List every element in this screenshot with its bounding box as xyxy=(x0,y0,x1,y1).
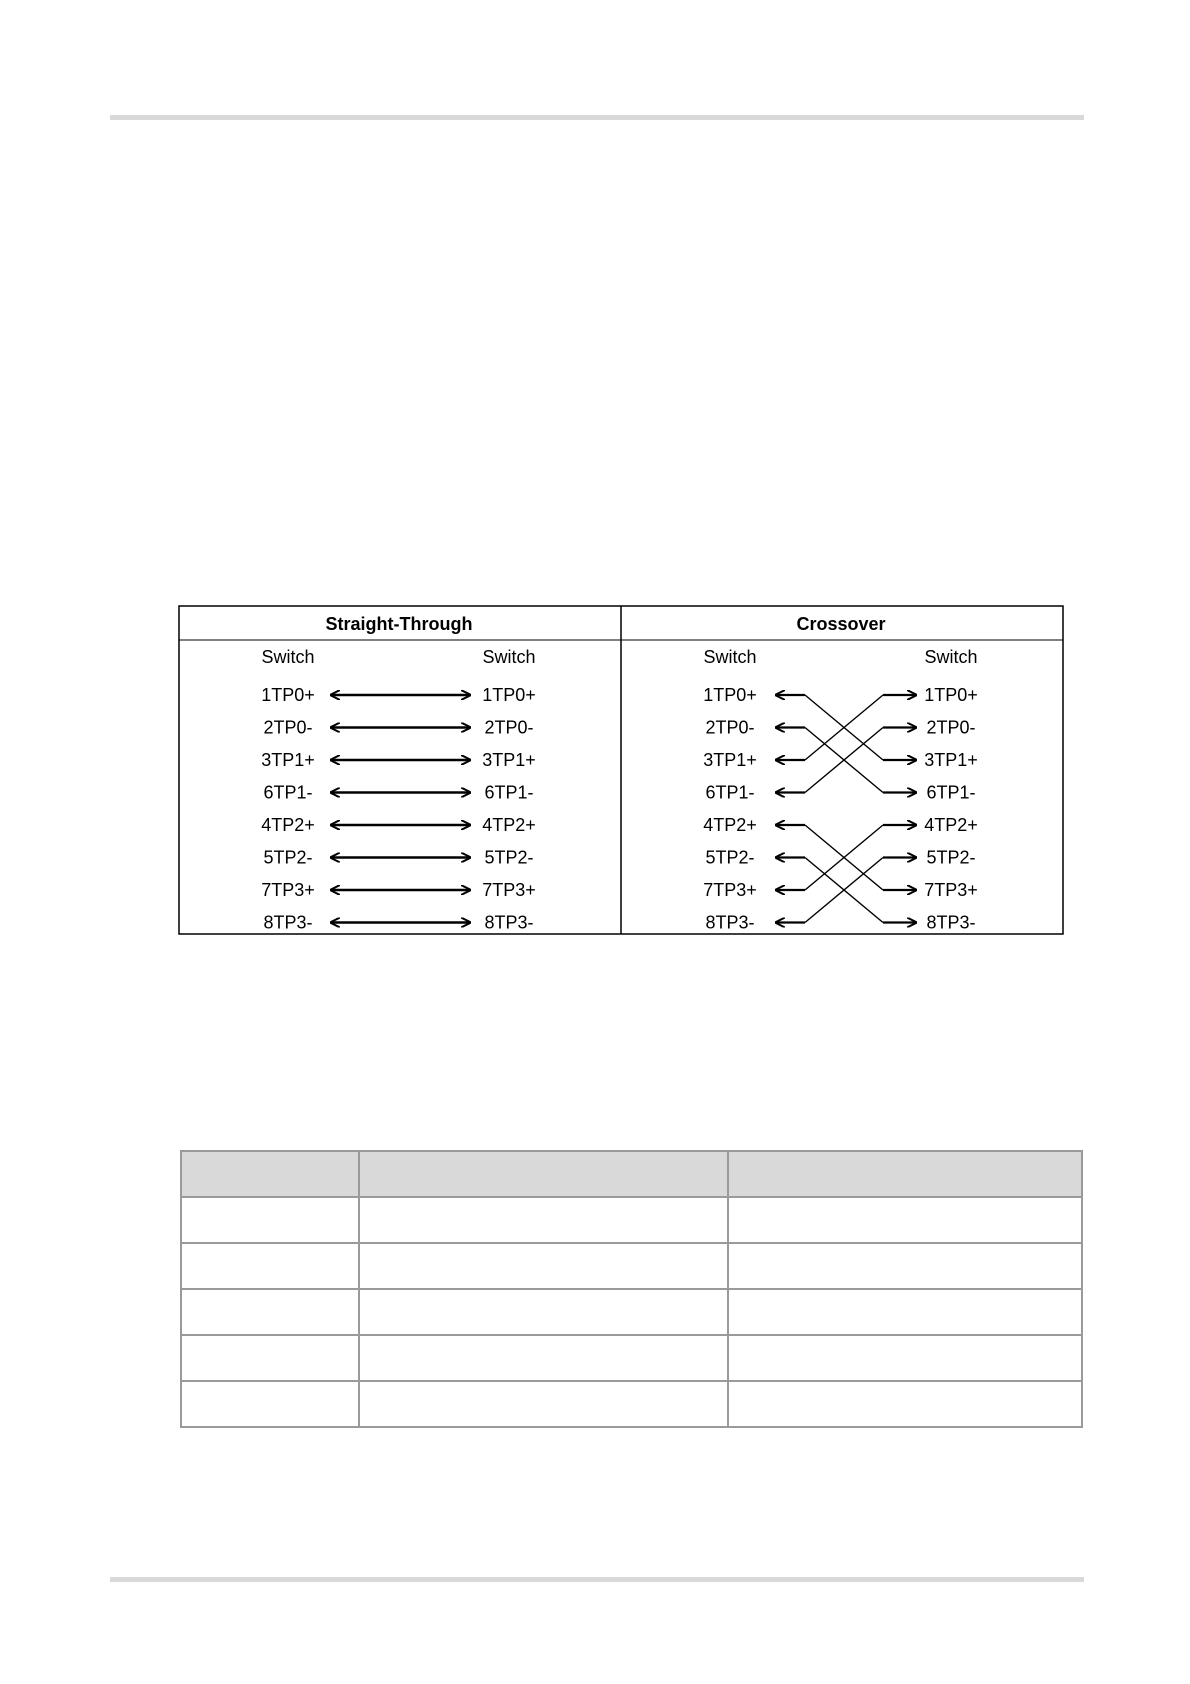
table-cell xyxy=(359,1197,728,1243)
crossover-right-pin-label: 3TP1+ xyxy=(924,750,978,770)
table-cell xyxy=(359,1381,728,1427)
table-cell xyxy=(728,1335,1082,1381)
table-header-cell xyxy=(181,1151,359,1197)
crossover-right-pin-label: 7TP3+ xyxy=(924,880,978,900)
crossover-right-pin-label: 4TP2+ xyxy=(924,815,978,835)
straight-right-pin-label: 3TP1+ xyxy=(482,750,536,770)
table-cell xyxy=(728,1289,1082,1335)
table-header-cell xyxy=(728,1151,1082,1197)
crossover-left-pin-label: 7TP3+ xyxy=(703,880,757,900)
table-cell xyxy=(728,1243,1082,1289)
straight-left-pin-label: 6TP1- xyxy=(263,782,313,803)
table-row xyxy=(181,1335,1082,1381)
table-cell xyxy=(728,1197,1082,1243)
crossover-title: Crossover xyxy=(796,614,886,634)
crossover-left-pin-label: 4TP2+ xyxy=(703,815,757,835)
straight-right-pin-label: 8TP3- xyxy=(484,912,534,933)
straight-left-pin-label: 8TP3- xyxy=(263,912,313,933)
table-cell xyxy=(181,1289,359,1335)
table-cell xyxy=(359,1243,728,1289)
table-cell xyxy=(181,1335,359,1381)
table-row xyxy=(181,1197,1082,1243)
table-row xyxy=(181,1381,1082,1427)
table-cell xyxy=(181,1381,359,1427)
table-cell xyxy=(728,1381,1082,1427)
table-cell xyxy=(181,1197,359,1243)
table-row xyxy=(181,1243,1082,1289)
straight-left-pin-label: 3TP1+ xyxy=(261,750,315,770)
crossover-right-pin-label: 5TP2- xyxy=(926,847,976,868)
table-cell xyxy=(359,1335,728,1381)
table-cell xyxy=(181,1243,359,1289)
crossover-left-pin-label: 1TP0+ xyxy=(703,685,757,705)
crossover-right-pin-label: 6TP1- xyxy=(926,782,976,803)
straight-left-pin-label: 4TP2+ xyxy=(261,815,315,835)
straight-right-pin-label: 2TP0- xyxy=(484,717,534,738)
table-header-row xyxy=(181,1151,1082,1197)
blank-table xyxy=(180,1150,1083,1428)
crossover-right-switch-label: Switch xyxy=(924,647,978,667)
crossover-left-switch-label: Switch xyxy=(703,647,757,667)
crossover-left-pin-label: 6TP1- xyxy=(705,782,755,803)
straight-through-title: Straight-Through xyxy=(325,614,473,634)
table-cell xyxy=(359,1289,728,1335)
footer-rule xyxy=(110,1577,1084,1582)
crossover-left-pin-label: 5TP2- xyxy=(705,847,755,868)
straight-right-pin-label: 7TP3+ xyxy=(482,880,536,900)
straight-right-pin-label: 4TP2+ xyxy=(482,815,536,835)
straight-right-pin-label: 6TP1- xyxy=(484,782,534,803)
straight-left-switch-label: Switch xyxy=(261,647,315,667)
crossover-right-pin-label: 8TP3- xyxy=(926,912,976,933)
straight-left-pin-label: 5TP2- xyxy=(263,847,313,868)
crossover-right-pin-label: 2TP0- xyxy=(926,717,976,738)
crossover-left-pin-label: 2TP0- xyxy=(705,717,755,738)
crossover-left-pin-label: 8TP3- xyxy=(705,912,755,933)
straight-left-pin-label: 1TP0+ xyxy=(261,685,315,705)
crossover-right-pin-label: 1TP0+ xyxy=(924,685,978,705)
crossover-left-pin-label: 3TP1+ xyxy=(703,750,757,770)
straight-right-pin-label: 5TP2- xyxy=(484,847,534,868)
header-rule xyxy=(110,115,1084,120)
straight-right-pin-label: 1TP0+ xyxy=(482,685,536,705)
straight-left-pin-label: 2TP0- xyxy=(263,717,313,738)
straight-right-switch-label: Switch xyxy=(482,647,536,667)
table-row xyxy=(181,1289,1082,1335)
table-header-cell xyxy=(359,1151,728,1197)
cable-pinout-diagram xyxy=(178,605,1064,935)
straight-left-pin-label: 7TP3+ xyxy=(261,880,315,900)
